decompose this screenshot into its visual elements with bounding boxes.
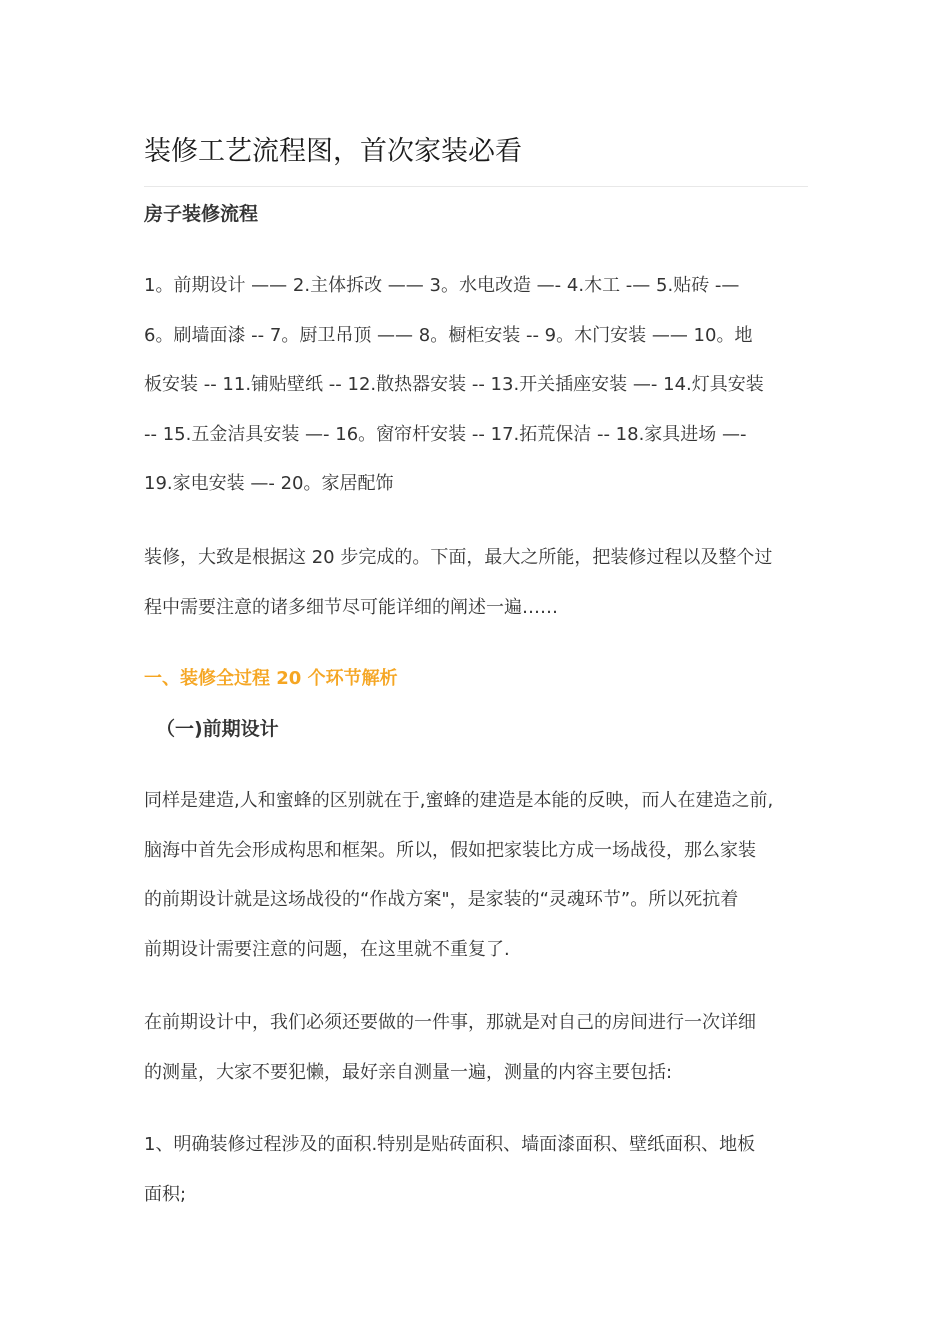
section-heading: 一、装修全过程 20 个环节解析: [144, 668, 398, 689]
article-subtitle: 房子装修流程: [144, 203, 259, 225]
para1-line-1: 同样是建造,人和蜜蜂的区别就在于,蜜蜂的建造是本能的反映，而人在建造之前,: [144, 790, 774, 811]
steps-line-1: 1。前期设计 —— 2.主体拆改 —— 3。水电改造 —- 4.木工 -— 5.贴砖 -—: [144, 275, 740, 296]
title-divider: [144, 186, 808, 187]
para1-line-4: 前期设计需要注意的问题，在这里就不重复了.: [144, 938, 510, 960]
steps-line-3: 板安装 -- 11.铺贴壁纸 -- 12.散热器安装 -- 13.开关插座安装 —- 14.灯具安装: [144, 374, 764, 396]
design-paragraph-2: [144, 998, 808, 1097]
para2-line-1: 在前期设计中，我们必须还要做的一件事，那就是对自己的房间进行一次详细: [144, 1012, 756, 1033]
design-paragraph-1: [144, 776, 808, 974]
design-paragraph-3: [144, 1120, 808, 1219]
article-title: 装修工艺流程图，首次家装必看: [144, 136, 522, 167]
intro-line-1: 装修，大致是根据这 20 步完成的。下面，最大之所能，把装修过程以及整个过: [144, 547, 773, 568]
para3-line-2: 面积;: [144, 1183, 187, 1205]
sub-heading-design: （一)前期设计: [156, 718, 279, 740]
steps-line-5: 19.家电安装 —- 20。家居配饰: [144, 473, 394, 495]
para3-line-1: 1、明确装修过程涉及的面积.特别是贴砖面积、墙面漆面积、壁纸面积、地板: [144, 1134, 756, 1155]
para1-line-3: 的前期设计就是这场战役的“作战方案"，是家装的“灵魂环节”。所以死抗着: [144, 889, 739, 911]
para1-line-2: 脑海中首先会形成构思和框架。所以，假如把家装比方成一场战役，那么家装: [144, 839, 756, 861]
steps-paragraph: [144, 261, 808, 509]
steps-line-4: -- 15.五金洁具安装 —- 16。窗帘杆安装 -- 17.拓荒保洁 -- 18.家具进场 —-: [144, 423, 747, 445]
para2-line-2: 的测量，大家不要犯懒，最好亲自测量一遍，测量的内容主要包括:: [144, 1061, 673, 1083]
intro-paragraph: [144, 533, 808, 632]
intro-line-2: 程中需要注意的诸多细节尽可能详细的阐述一遍……: [144, 596, 558, 618]
steps-line-2: 6。刷墙面漆 -- 7。厨卫吊顶 —— 8。橱柜安装 -- 9。木门安装 —— 10。地: [144, 324, 753, 346]
